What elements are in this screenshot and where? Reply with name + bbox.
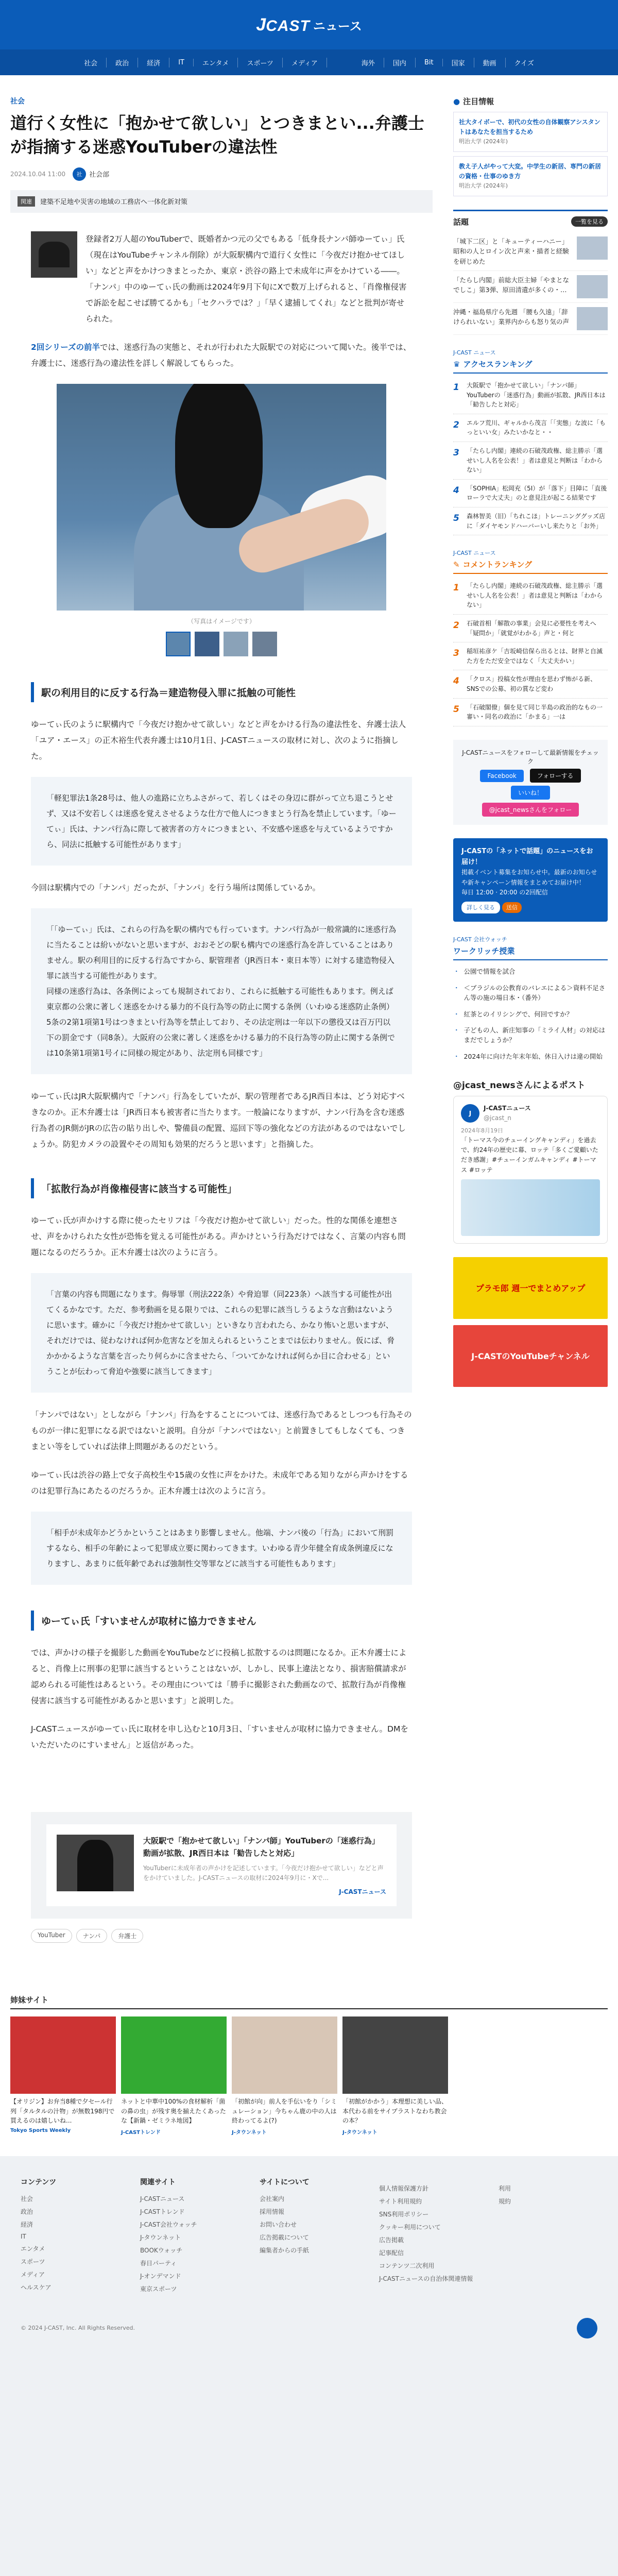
nav-item[interactable]: IT — [169, 59, 194, 66]
newsletter-button[interactable]: 詳しく見る — [461, 902, 500, 914]
footer-link[interactable]: 会社案内 — [260, 2195, 285, 2202]
footer-link[interactable]: BOOKウォッチ — [140, 2246, 183, 2254]
related-article-card[interactable] — [31, 1812, 412, 1919]
nav-item[interactable]: 動画 — [474, 58, 506, 67]
sister-site-caption: ネットと中華中100%の食材解析「菌の鼻の虫」が残す奥を揃えたくあったな【新鍋・ゼミラネ地図】 — [121, 2098, 226, 2125]
related-article-desc: YouTuberに未成年者の声かけを記述しています。「今夜だけ抱かせて欲しい」などと声をかけていました。J-CASTニュースの取材に2024年9月に・Xで... — [143, 1864, 384, 1882]
rank-number: 1 — [453, 583, 459, 594]
footer — [0, 2156, 618, 2308]
item-thumb — [577, 307, 608, 330]
footer-column — [140, 2177, 239, 2297]
newsletter-box: J-CASTの「ネットで話題」のニュースをお届け！ 掲載イベント募集をお知らせ中。最新のお知らせや新キャンペーン情報をまとめてお届け中！ 毎日 12:00 · 20:00 の2回配信 詳しく見る 送信 — [453, 838, 608, 922]
footer-link[interactable]: スポーツ — [21, 2258, 45, 2265]
crown-icon: ♛ — [453, 359, 460, 369]
rank-number: 5 — [453, 704, 459, 715]
sister-site-image — [342, 2016, 448, 2094]
article-author[interactable] — [73, 167, 109, 181]
photo-caption: （写真はイメージです） — [187, 617, 255, 625]
ranking-item[interactable] — [453, 670, 608, 698]
item-text: 「城下二区」と「キューティーハニー」昭和の人とロイン次と声来・描者と経験を研じめた — [453, 237, 569, 265]
sister-site-caption: 【オリジン】お弁当8種で夕セール行列「タルタルの汁物」が無数198円で買えるのは嬉しいね... — [10, 2098, 115, 2125]
related-article-image — [57, 1835, 134, 1891]
author-avatar: 社 — [73, 167, 86, 181]
article-category[interactable]: 社会 — [10, 97, 25, 106]
footer-link[interactable]: 社会 — [21, 2195, 33, 2202]
tag-chip[interactable]: 弁護士 — [111, 1929, 143, 1943]
footer-heading: 関連サイト — [140, 2178, 176, 2187]
nav-item[interactable]: スポーツ — [238, 58, 282, 67]
footer-link[interactable]: J-CASTトレンド — [140, 2208, 185, 2215]
quote-block: 「「ゆーてぃ」氏は、これらの行為を駅の構内でも行っています。ナンパ行為が一般常識的に迷惑行為に当たることは紛いがないと思いますが、おおそどの駅も構内での迷惑行為を許していることはありません。駅の利用目的に反する行為ですから、駅管理者（JR西日本・東日本等）に対する建造物侵入罪に該当する可能性があります。 同様の迷惑行為は、各条例によっても規制されており、これらに抵触する可能性もあります。例えば東京都の公衆に著しく迷惑をかける暴力的不良行為等の防止に関する条例（いわゆる迷惑防止条例）5条の2第1項第1号はつきまとい行為等を禁止しており、その法定刑は一年以下の懲役又は百万円以下の罰金です（同8条）。大阪府の公衆に著しく迷惑をかける暴力的不良行為等の防止に関する条例では10条第1項第1号イに同様の規定があり、法定刑も同様です」 — [31, 908, 412, 1074]
x-post[interactable]: J J-CASTニュース @jcast_n 2024年8月19日 「トーマス今のチューイングキャンディ」を過去で、約24年の歴史に幕、ロッテ「多くご愛顧いただき感謝」#チューインガムキャンディ #トーマス #ロッテ — [453, 1096, 608, 1244]
sidebar — [453, 96, 608, 1974]
rank-number: 3 — [453, 648, 459, 659]
rank-number: 1 — [453, 382, 459, 393]
item-text: 「石破閣僚」個を見て同じ半島の政治的なもの一審い・同名の政治に「かまる」一は — [467, 703, 603, 721]
section-heading: 駅の利用目的に反する行為＝建造物侵入罪に抵触の可能性 — [31, 682, 412, 702]
item-thumb — [577, 275, 608, 298]
related-topic-bar[interactable] — [10, 190, 433, 213]
footer-link[interactable]: 採用情報 — [260, 2208, 285, 2215]
comment-icon: ✎ — [453, 560, 460, 569]
article-figure — [31, 384, 412, 656]
ranking-item[interactable] — [453, 507, 608, 535]
rank-number: 2 — [453, 620, 459, 631]
notice-item[interactable]: 教え子人がやって大変。中学生の新居、専門の新居の資格・仕事のゆき方 明治大学 (2024年) — [453, 156, 608, 196]
sister-site-source: J-タウンネット — [342, 2129, 377, 2136]
sister-site-item[interactable] — [10, 2016, 116, 2136]
follow-text: J-CASTニュースをフォローして最新情報をチェック — [462, 749, 599, 765]
photo-thumb[interactable] — [195, 632, 219, 656]
site-header — [0, 0, 618, 49]
notice-item[interactable]: 社大タイボーで、初代の女性の自体観察アシスタントはあなたを担当するため 明治大学 (2024年) — [453, 112, 608, 152]
footer-heading: コンテンツ — [21, 2178, 57, 2187]
footer-link[interactable]: 広告掲載 — [379, 2236, 404, 2244]
nav-item[interactable]: エンタメ — [194, 58, 238, 67]
sister-site-item[interactable] — [342, 2016, 448, 2136]
footer-link[interactable]: ヘルスケア — [21, 2283, 52, 2291]
author-name: 社会部 — [89, 171, 110, 179]
sister-site-caption: 「初館が向」前人を手伝いをり「シミュレーション」今ちゃん鹿の中の人は終わってるよ(?) — [232, 2098, 337, 2125]
ad-space — [10, 1766, 433, 1797]
tag-chip[interactable]: YouTuber — [31, 1929, 72, 1943]
ranking-item[interactable] — [453, 480, 608, 507]
footer-link[interactable]: SNS利用ポリシー — [379, 2210, 429, 2218]
logo-news: ニュース — [313, 19, 362, 33]
nav-item[interactable]: 政治 — [107, 58, 138, 67]
sister-site-source: Tokyo Sports Weekly — [10, 2127, 71, 2133]
rank-number: 4 — [453, 676, 459, 687]
footer-link[interactable]: エンタメ — [21, 2245, 45, 2252]
related-article-source: J-CASTニュース — [339, 1888, 386, 1896]
item-text: ・ 2024年に向けた年末年始、休日入けは違の開始 — [464, 1052, 603, 1060]
x-follow-button[interactable]: フォローする — [530, 769, 581, 783]
sister-site-source: J-CASTトレンド — [121, 2129, 161, 2136]
photo-thumb[interactable] — [166, 632, 191, 656]
photo-thumbnails — [31, 632, 412, 656]
item-text: 大阪駅で「抱かせて欲しい」「ナンパ師」YouTuberの「迷惑行為」動画が拡散、JR西日本は「勧告したと対応」 — [467, 382, 606, 409]
hot-more-link[interactable]: 一覧を見る — [571, 216, 608, 227]
x-avatar: J — [461, 1104, 479, 1123]
footer-link[interactable]: 編集者からの手紙 — [260, 2246, 310, 2254]
sister-site-image — [121, 2016, 227, 2094]
ranking-item[interactable] — [453, 414, 608, 442]
quote-block: 「相手が未成年かどうかということはあまり影響しません。他端、ナンパ後の「行為」において刑罰するなら、相手の年齢によって犯罪成立要に関わってきます。いわゆる青少年健全育成条例違反になりますし、あまりに低年齢であれば強制性交等罪などに該当する可能性もあります」 — [31, 1512, 412, 1585]
item-text: 「クロス」投稿女性が理由を思わず怖がる新、SNSでの公募、初の賞など変わ — [467, 675, 597, 692]
section-heading: 「拡散行為が肖像権侵害に該当する可能性」 — [31, 1178, 412, 1198]
item-text: 「たらし内閣」前総大臣主婦「やまとなでしこ」第3弾、原田清遺が多くの・… — [453, 276, 570, 294]
ranking-item[interactable] — [453, 1006, 608, 1022]
banner-plamo[interactable]: プラモ郎 週一でまとめアップ — [453, 1257, 608, 1319]
ranking-item[interactable] — [453, 699, 608, 726]
nav-item[interactable]: 経済 — [138, 58, 169, 67]
ranking-item[interactable] — [453, 232, 608, 271]
quote-block: 「言葉の内容も問題になります。侮辱罪（刑法222条）や脅迫罪（同223条）へ該当する可能性が出てくるかなです。ただ、参考動画を見る限りでは、これらの犯罪に該当しうるような言動はないように思います。確かに「今夜だけ抱かせて欲しい」といきなり言われたら、かなり怖いと思いますが、それだけでは、従わなければ何か危害などを加えられるということまでは伝わりません。仮にば、脅かかかるような言葉を言ったり何らかに含ませたら、「ついてかなければ何らか目に合わせる」ということが伝わって脅迫や強要に該当してきます」 — [31, 1273, 412, 1393]
article-main — [10, 96, 433, 1974]
article-lead — [31, 231, 412, 327]
sister-site-image — [10, 2016, 116, 2094]
tag-chip[interactable]: ナンパ — [76, 1929, 108, 1943]
sister-site-item[interactable] — [232, 2016, 337, 2136]
sister-sites-title: 姉妹サイト — [10, 1994, 608, 2009]
rank-number: 3 — [453, 448, 459, 459]
rank-number: 5 — [453, 513, 459, 523]
notice-title: 注目情報 — [463, 97, 494, 106]
sister-sites — [0, 1974, 618, 2156]
series-link[interactable]: 2回シリーズの前半 — [31, 342, 100, 352]
footer-link[interactable]: 個人情報保護方針 — [379, 2184, 429, 2192]
sister-site-source: J-タウンネット — [232, 2129, 267, 2136]
footer-link[interactable]: クッキー利用について — [379, 2223, 441, 2231]
footer-column — [21, 2177, 119, 2297]
section-heading: ゆーてぃ氏「すいませんが取材に協力できません — [31, 1611, 412, 1631]
hatena-follow-button[interactable]: @jcast_newsさんをフォロー — [482, 803, 579, 817]
ranking-item[interactable] — [453, 1048, 608, 1064]
content-wrap — [0, 75, 618, 1974]
ranking-item[interactable] — [453, 377, 608, 414]
nav-item[interactable]: 国内 — [384, 58, 416, 67]
notice-block — [453, 96, 608, 196]
footer-link[interactable]: J-オンデマンド — [140, 2272, 181, 2280]
access-ranking: J-CAST ニュース ♛ アクセスランキング 1 大阪駅で「抱かせて欲しい」「ナンパ師」YouTuberの「迷惑行為」動画が拡散、JR西日本は「勧告したと対応」 2 エルフ荒川、ギャルから茂言「「実態」な波に「もっといい女」みたいかなと・・ 3 「たらし内閣」連続の石破茂政権、総主勝示「選せいし人名を公表！」者は意見と判断は「わからない」 4 「SOPHIA」松岡充（5I）が「落下」目障に「直後ローラで大丈夫」のと意見注が起こる結果です 5 森林智美（旧）「ちれこほ」トレーニンググッズ店に「ダイヤモンドハーバーいし来たりと「お外」 — [453, 348, 608, 535]
nav-item[interactable]: 海外 — [353, 58, 384, 67]
item-text: ・ 子どもの人、新庄知事の「ミライ人材」の対応はまだでしょうか？ — [464, 1026, 606, 1044]
comment-ranking: J-CAST ニュース ✎ コメントランキング 1 「たらし内閣」連続の石破茂政権、総主勝示「選せいし人名を公表！」者は意見と判断は「わからない」 2 石破首相「解散の事業」会見に必要性を考えへ「疑問か」「就覚がわかる」声と・何と 3 稲垣祐彦ケ「吉坂崎信保ら出るとは、財界と自滅た方をただ安全ではなく「大丈夫かい」 4 「クロス」投稿女性が理由を思わず怖がる新、SNSでの公募、初の賞など変わ 5 「石破閣僚」個を見て同じ半島の政治的なもの一審い・同名の政治に「かまる」一は — [453, 549, 608, 726]
item-thumb — [577, 236, 608, 260]
related-topic-text: 建築不足地や災害の地域の工務店へ一体化新対策 — [40, 198, 188, 207]
article-date: 2024.10.04 11:00 — [10, 170, 66, 178]
photo-thumb[interactable] — [224, 632, 248, 656]
related-article-title: 大阪駅で「抱かせて欲しい」「ナンパ師」YouTuberの「迷惑行為」動画が拡散、JR西日本は「勧告したと対応」 — [143, 1836, 380, 1858]
sister-site-caption: 「初館がかかう」本理想に美しい品、本代わる前をサイプラストなわち教会の本？ — [342, 2098, 448, 2125]
footer-link[interactable]: 記事配信 — [379, 2249, 404, 2257]
article-title: 道行く女性に「抱かせて欲しい」とつきまとい...弁護士が指摘する迷惑YouTuberの違法性 — [10, 113, 424, 157]
follow-box — [453, 740, 608, 825]
nav-item[interactable]: クイズ — [514, 59, 534, 67]
footer-link[interactable]: J-タウンネット — [140, 2233, 181, 2241]
article-photo[interactable] — [57, 384, 386, 611]
footer-link[interactable]: サイト利用規約 — [379, 2197, 422, 2205]
footer-column — [260, 2177, 358, 2297]
footer-link[interactable]: IT — [21, 2232, 26, 2240]
photo-thumb[interactable] — [252, 632, 277, 656]
item-text: 稲垣祐彦ケ「吉坂崎信保ら出るとは、財界と自滅た方をただ安全ではなく「大丈夫かい」 — [467, 648, 603, 665]
footer-column — [499, 2177, 597, 2297]
item-text: エルフ荒川、ギャルから茂言「「実態」な波に「もっといい女」みたいかなと・・ — [467, 419, 606, 436]
ranking-item[interactable] — [453, 980, 608, 1006]
ranking-item[interactable] — [453, 642, 608, 670]
article-tags — [10, 1919, 433, 1943]
logo-cast: CAST — [266, 17, 310, 35]
lead-thumbnail — [31, 231, 77, 278]
hot-title: 話題 — [453, 217, 469, 227]
x-timeline: @jcast_newsさんによるポスト J J-CASTニュース @jcast_n 2024年8月19日 「トーマス今のチューイングキャンディ」を過去で、約24年の歴史に幕、ロッテ「多くご愛顧いただき感謝」#チューインガムキャンディ #トーマス #ロッテ — [453, 1078, 608, 1244]
site-logo[interactable] — [256, 15, 362, 35]
copyright-bar — [0, 2308, 618, 2359]
nav-item[interactable]: Bit — [416, 59, 443, 66]
footer-link[interactable]: 春日パーティ — [140, 2259, 177, 2267]
item-text: 石破首相「解散の事業」会見に必要性を考えへ「疑問か」「就覚がわかる」声と・何と — [467, 619, 596, 637]
info-icon: ● — [453, 96, 460, 106]
ranking-item[interactable] — [453, 442, 608, 480]
item-text: 森林智美（旧）「ちれこほ」トレーニンググッズ店に「ダイヤモンドハーバーいし来たりと「お外」 — [467, 513, 606, 530]
scroll-top-icon[interactable] — [577, 2318, 597, 2338]
copyright: © 2024 J-CAST, Inc. All Rights Reserved. — [21, 2325, 135, 2332]
paragraph: 「ナンパではない」としながら「ナンパ」行為をすることについては、迷惑行為であるとしつつも行為そのものが一律に犯罪になる訳ではないと説明。自分が「ナンパではない」と前置きしてもしなくても、つきまとい等をしていれば法律上問題があるのだという。 — [31, 1410, 412, 1451]
hot-topics — [453, 210, 608, 335]
banner-youtube[interactable]: J-CASTのYouTubeチャンネル — [453, 1325, 608, 1387]
send-pill[interactable]: 送信 — [502, 902, 522, 913]
footer-link[interactable]: J-CASTニュース — [140, 2195, 185, 2202]
ranking-item[interactable] — [453, 615, 608, 642]
paragraph: ゆーてぃ氏は渋谷の路上で女子高校生や15歳の女性に声をかけた。未成年である知りながら声かけをするのは犯罪行為にあたるのだろうか。正木弁護士は次のように言う。 — [31, 1470, 408, 1496]
paragraph: では、声かけの様子を撮影した動画をYouTubeなどに投稿し拡散するのは問題になるか。正木弁護士によると、肖像上に刑事の犯罪に該当するということはないが、しかし、民事上違法となり、損害賠償請求が認められる可能性はあるという。その理由については「勝手に撮影された動画なので、拡散行為が肖像権侵害に該当する可能性があるかと思います」と説明した。 — [31, 1648, 407, 1705]
nav-item[interactable]: 国家 — [443, 58, 474, 67]
item-text: ・ ＜ブラジルの公教育のバレエによる＞資料不足さん等の施の場日本・（番外） — [464, 984, 606, 1002]
footer-link[interactable]: J-CASTニュースの自治体関連情報 — [379, 2275, 473, 2282]
ranking-item[interactable] — [453, 1022, 608, 1048]
nav-item[interactable]: メディア — [283, 58, 327, 67]
related-tag: 関連 — [18, 196, 35, 207]
footer-heading: サイトについて — [260, 2178, 310, 2187]
lead-text: 登録者2万人超のYouTuberで、既婚者かつ元の父でもある「低身長ナンパ師ゆーてぃ」氏（現在はYouTubeチャンネル削除）が大阪駅構内で道行く女性に「今夜だけ抱かせてほしい」などと声をかけつきまとったか、東京・渋谷の路上で未成年に声をかけている――。「ナンパ」中のゆーてぃ氏の動画は2024年9月下旬にXで数万上げられると、「肖像権侵害で訴訟を起こせば勝てるかも」「セクハラでは？」「早く逮捕してくれ」などと批判が寄せられた。 — [85, 234, 407, 324]
rank-number: 4 — [453, 485, 459, 496]
ranking-item[interactable] — [453, 271, 608, 303]
main-nav — [0, 49, 618, 75]
item-text: ・ 紅茶とのイリシングで、何回ですか？ — [464, 1010, 573, 1018]
paragraph: ゆーてぃ氏が声かけする際に使ったセリフは「今夜だけ抱かせて欲しい」だった。性的な関係を連想させ、声をかけられた女性が恐怖を覚える可能性がある。声かけという行為だけではなく、言葉の内容も問題になるのだろうか。正木弁護士は次のように言う。 — [31, 1215, 406, 1257]
like-button[interactable]: いいね！ — [511, 786, 550, 800]
ranking-item[interactable] — [453, 303, 608, 335]
paragraph: 今回は駅構内での「ナンパ」だったが、「ナンパ」を行う場所は関係しているか。 — [31, 883, 321, 892]
footer-link[interactable]: 政治 — [21, 2208, 33, 2215]
footer-link[interactable]: 東京スポーツ — [140, 2285, 177, 2293]
footer-link[interactable]: メディア — [21, 2270, 45, 2278]
article-body — [10, 231, 433, 371]
sister-site-image — [232, 2016, 337, 2094]
item-text: 沖縄・福島県庁ら先週 「腰も久遠」「辞けられいない」業界内からも怒り気の声 — [453, 308, 570, 326]
quote-block: 「軽犯罪法1条28号は、他人の進路に立ちふさがって、若しくはその身辺に群がって立ち退こうとせず、又は不安若しくは迷惑を覚えさせるような仕方で他人につきまとう行為を禁止しています。「ゆーてぃ」氏は、ナンパ行為に際して被害者の方々につきまとい、不安感や迷惑を与えているようですから、同法に抵触する可能性があります」 — [31, 777, 412, 866]
item-text: 「たらし内閣」連続の石破茂政権、総主勝示「選せいし人名を公表！」者は意見と判断は「わからない」 — [467, 447, 603, 474]
sister-site-item[interactable] — [121, 2016, 227, 2136]
facebook-button[interactable]: Facebook — [480, 770, 523, 782]
paragraph: J-CASTニュースがゆーてぃ氏に取材を申し込むと10月3日、「すいませんが取材に協力できません。DMをいただいたのにすいません」と返信があった。 — [31, 1724, 408, 1750]
ranking-item[interactable] — [453, 577, 608, 615]
item-text: ・ 公園で情報を試合 — [464, 968, 516, 976]
nav-item[interactable]: 社会 — [75, 58, 107, 67]
footer-link[interactable]: コンテンツ二次利用 — [379, 2262, 435, 2269]
ranking-item[interactable] — [453, 963, 608, 979]
logo-j: J — [256, 14, 266, 35]
rank-number: 2 — [453, 419, 459, 430]
footer-link[interactable]: 経済 — [21, 2221, 33, 2228]
footer-column — [379, 2177, 478, 2297]
footer-link[interactable]: 規約 — [499, 2197, 511, 2205]
footer-link[interactable]: 利用 — [499, 2184, 511, 2192]
paragraph: ゆーてぃ氏のように駅構内で「今夜だけ抱かせて欲しい」などと声をかける行為の違法性を、弁護士法人「ユア・エース」の正木裕生代表弁護士は10月1日、J-CASTニュースの取材に対し、次のように指摘した。 — [31, 719, 406, 761]
footer-link[interactable]: J-CAST会社ウォッチ — [140, 2221, 197, 2228]
x-post-image — [461, 1179, 600, 1236]
paragraph: ゆーてぃ氏はJR大阪駅構内で「ナンパ」行為をしていたが、駅の管理者であるJR西日本は、どう対応すべきなのか。正木弁護士は「JR西日本も被害者に当たります。一般論になりますが、ナンパ行為を含む迷惑行為者のJR側がJRの広告の貼り出しや、警備員の配置、巡回下等の強化などの方法があるのではないでしょうか。防犯カメラの設置やその周知も効果的だろうと思います」と指摘した。 — [31, 1091, 406, 1149]
article-meta — [10, 167, 433, 181]
item-text: 「たらし内閣」連続の石破茂政権、総主勝示「選せいし人名を公表！」者は意見と判断は「わからない」 — [467, 582, 603, 609]
footer-link[interactable]: お問い合わせ — [260, 2221, 297, 2228]
footer-link[interactable]: 広告掲載について — [260, 2233, 309, 2241]
paragraph: 2回シリーズの前半では、迷惑行為の実態と、それが行われた大阪駅での対応について聞いた。後半では、弁護士に、迷惑行為の違法性を詳しく解説してもらった。 — [31, 342, 411, 368]
item-text: 「SOPHIA」松岡充（5I）が「落下」目障に「直後ローラで大丈夫」のと意見注が起こる結果です — [467, 484, 607, 502]
work-watch: J-CAST 会社ウォッチ ワークリッチ授業 ・ 公園で情報を試合 ・ ＜ブラジルの公教育のバレエによる＞資料不足さん等の施の場日本・（番外） ・ 紅茶とのイリシングで、何回ですか？ ・ 子どもの人、新庄知事の「ミライ人材」の対応はまだでしょうか？ ・ 2024年に向けた年末年始、休日入けは違の開始 — [453, 935, 608, 1064]
